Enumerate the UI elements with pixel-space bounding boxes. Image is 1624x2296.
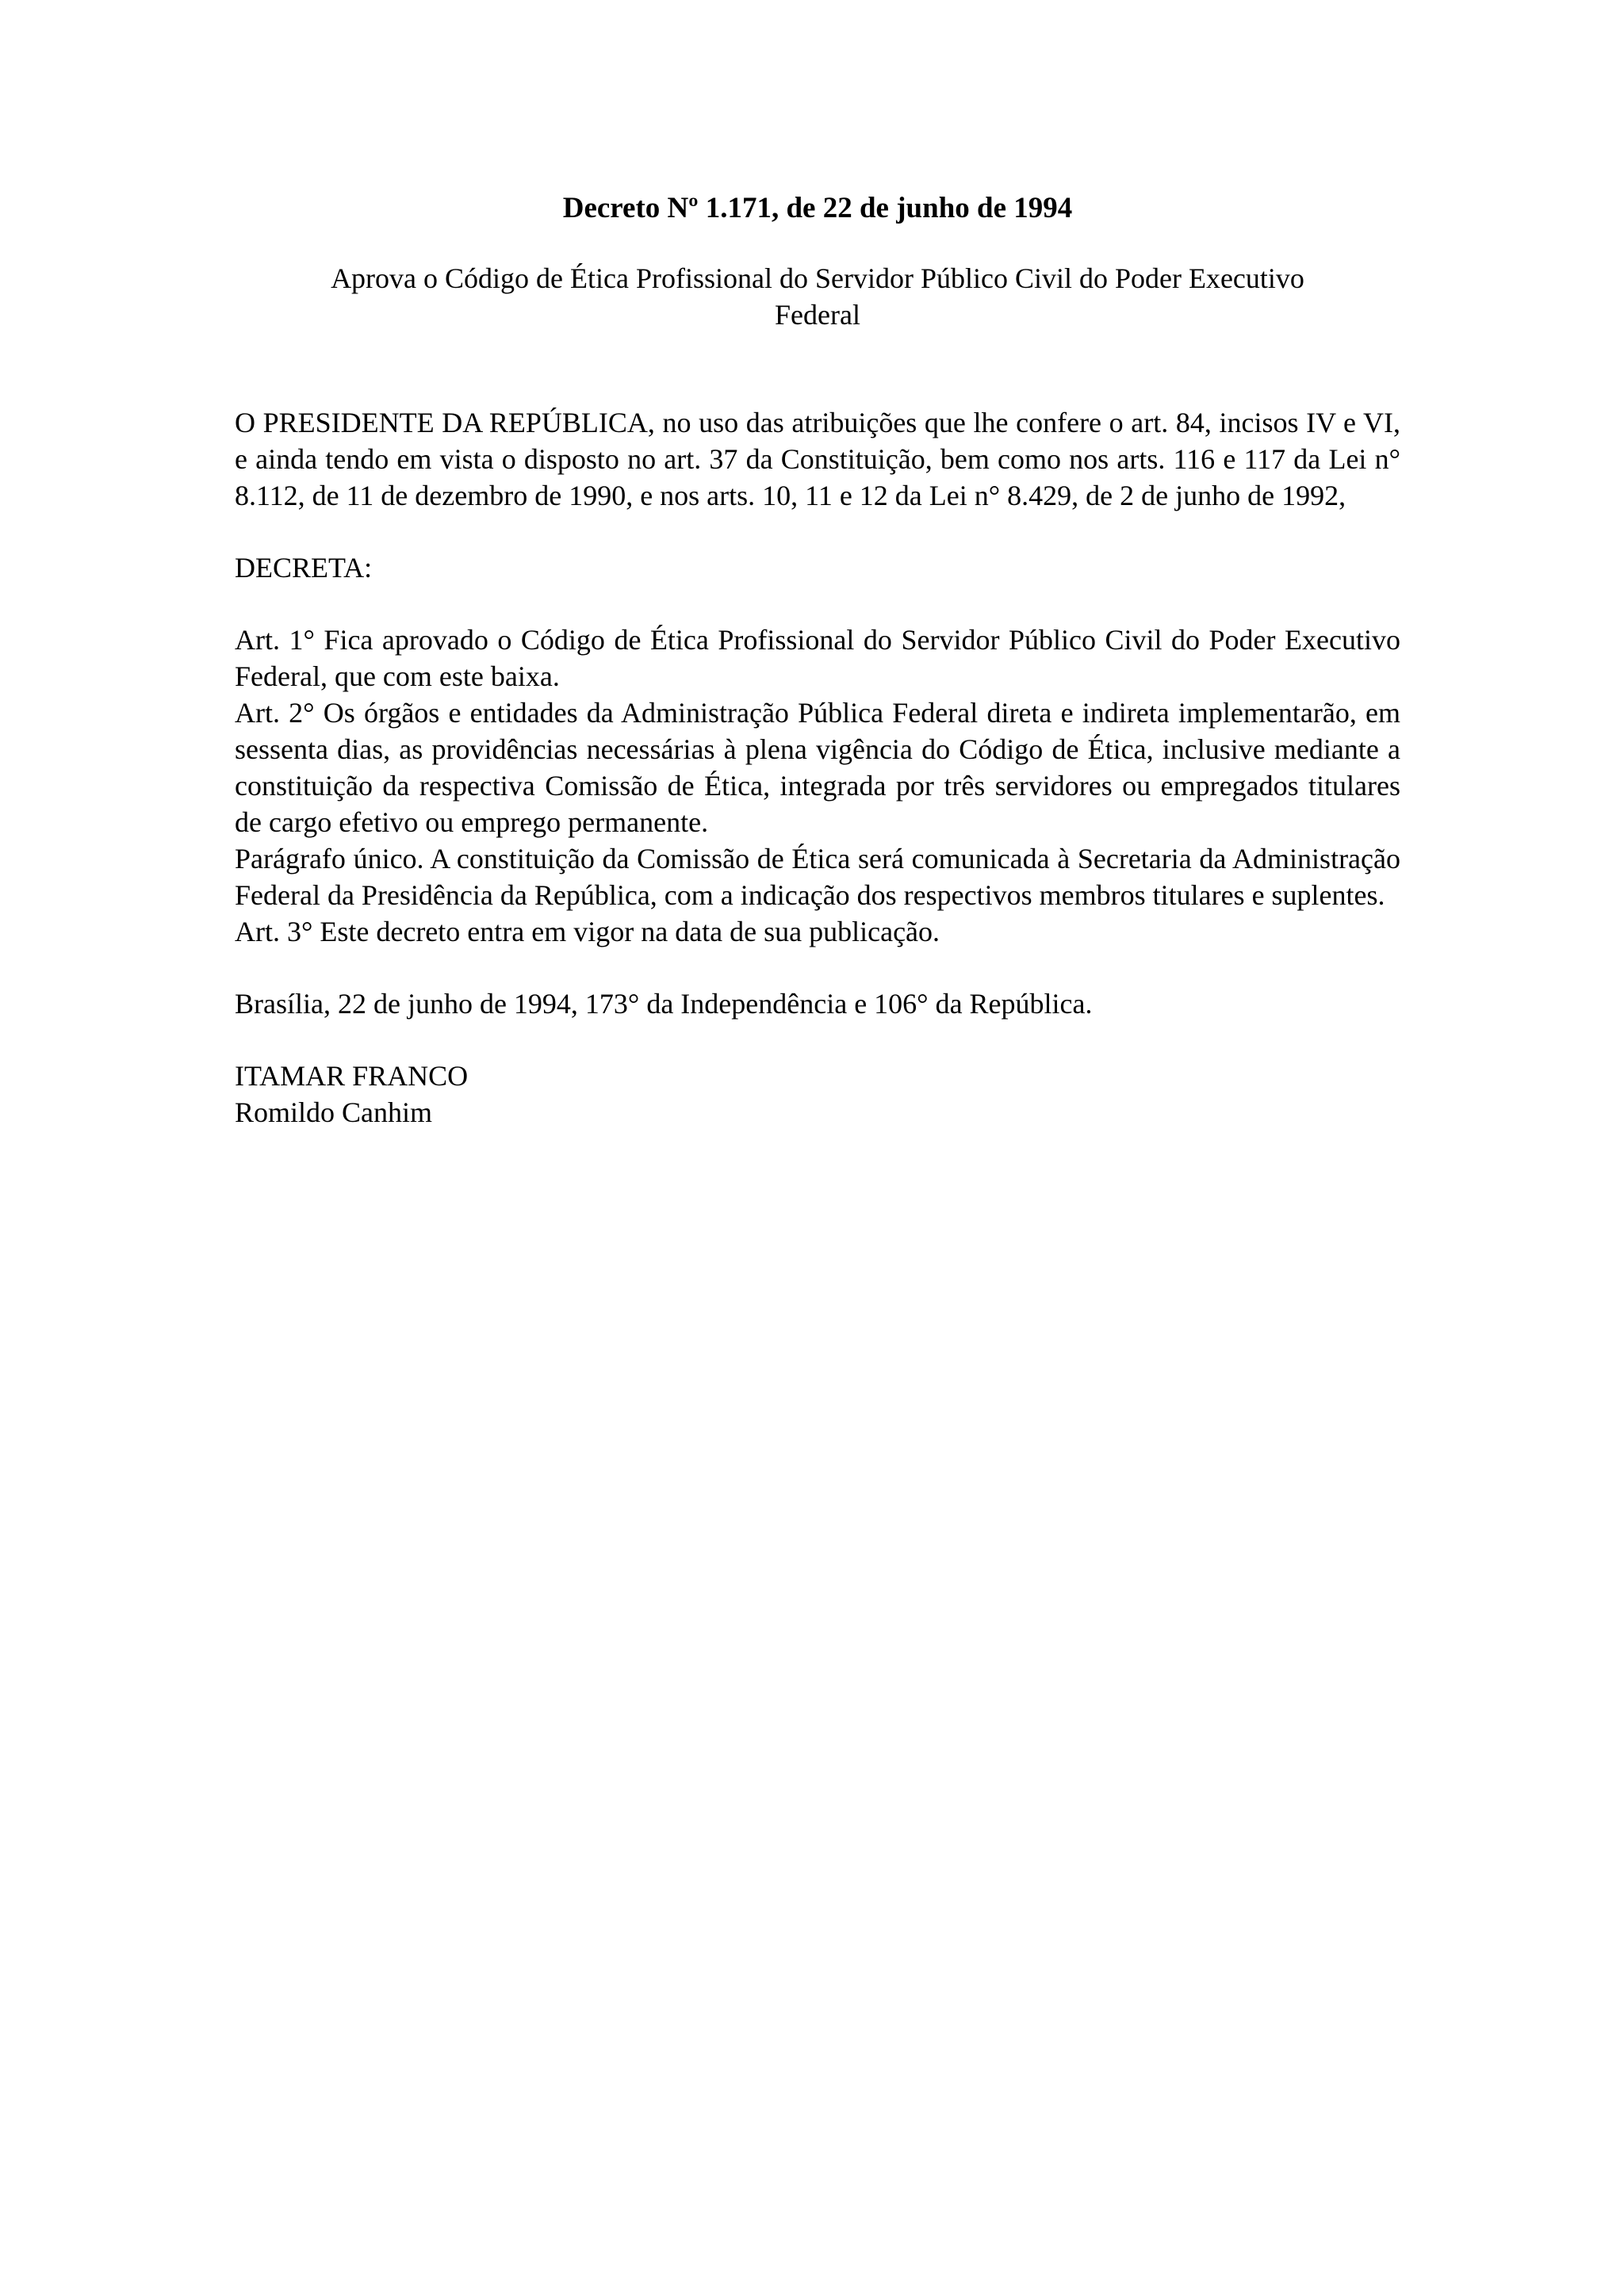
articles-section xyxy=(235,622,1400,950)
signatory-minister: Romildo Canhim xyxy=(235,1096,433,1128)
signatory-president: ITAMAR FRANCO xyxy=(235,1060,469,1092)
decreta-heading: DECRETA: xyxy=(235,552,373,584)
article-1: Art. 1° Fica aprovado o Código de Ética Profissional do Servidor Público Civil do Poder Executivo Federal, que com este baixa. xyxy=(235,624,1400,692)
article-2: Art. 2° Os órgãos e entidades da Administração Pública Federal direta e indireta implementarão, em sessenta dias, as providências necessárias à plena vigência do Código de Ética, inclusive mediante a constituição da respectiva Comissão de Ética, integrada por três servidores ou empregados titulares de cargo efetivo ou emprego permanente. xyxy=(235,697,1400,838)
article-3: Art. 3° Este decreto entra em vigor na data de sua publicação. xyxy=(235,916,940,947)
document-title: Decreto Nº 1.171, de 22 de junho de 1994 xyxy=(562,192,1073,224)
document-body xyxy=(235,190,1400,1131)
article-2-paragraph-unico: Parágrafo único. A constituição da Comissão de Ética será comunicada à Secretaria da Administração Federal da Presidência da República, com a indicação dos respectivos membros titulares e suplentes. xyxy=(235,843,1400,911)
preamble-paragraph: O PRESIDENTE DA REPÚBLICA, no uso das atribuições que lhe confere o art. 84, incisos IV e VI, e ainda tendo em vista o disposto no art. 37 da Constituição, bem como nos arts. 116 e 117 da Lei n° 8.112, de 11 de dezembro de 1990, e nos arts. 10, 11 e 12 da Lei n° 8.429, de 2 de junho de 1992, xyxy=(235,407,1400,511)
closing-place-date: Brasília, 22 de junho de 1994, 173° da Independência e 106° da República. xyxy=(235,988,1093,1020)
document-summary: Aprova o Código de Ética Profissional do Servidor Público Civil do Poder Executivo Federal xyxy=(331,262,1304,331)
signatures-block xyxy=(235,1058,1400,1131)
